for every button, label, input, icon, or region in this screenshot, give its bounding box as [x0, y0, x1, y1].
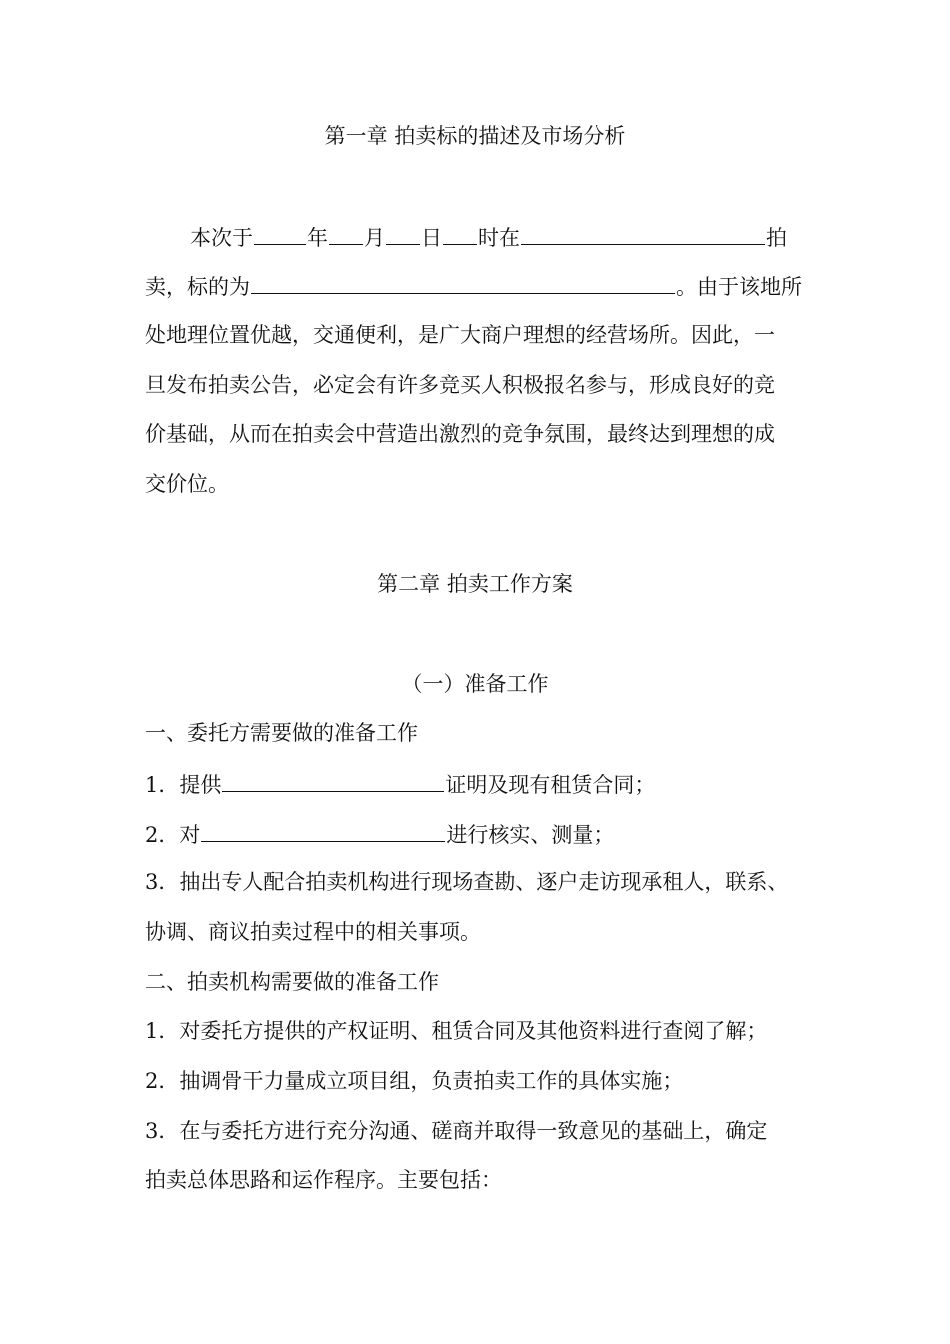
para1-year: 年: [307, 226, 328, 250]
chapter-2-title: 第二章 拍卖工作方案: [377, 572, 573, 596]
client-item-3-line2: 协调、商议拍卖过程中的相关事项。: [145, 920, 481, 944]
para1-day: 日: [421, 226, 442, 250]
para1-month: 月: [364, 226, 385, 250]
para1-hour: 时在: [478, 226, 520, 250]
blank-certificate[interactable]: [222, 765, 444, 792]
client-item-1-a: 1．提供: [145, 773, 222, 797]
para1-line6: 交价位。: [145, 472, 229, 496]
client-item-2-b: 进行核实、测量；: [446, 823, 615, 847]
client-item-2: [145, 815, 805, 851]
client-item-1: [145, 765, 805, 801]
chapter-1-title: 第一章 拍卖标的描述及市场分析: [324, 124, 626, 148]
blank-month[interactable]: [329, 218, 363, 245]
client-item-2-a: 2．对: [145, 823, 201, 847]
para1-text-a: 本次于: [190, 226, 253, 250]
para1-l2-b: 。由于该地所: [676, 275, 802, 299]
blank-day[interactable]: [386, 218, 420, 245]
section-1-title: （一）准备工作: [401, 672, 549, 696]
auction-item-2: 2．抽调骨干力量成立项目组，负责拍卖工作的具体实施；: [145, 1069, 684, 1093]
auction-prep-heading: 二、拍卖机构需要做的准备工作: [145, 970, 439, 994]
auction-item-3-line1: 3．在与委托方进行充分沟通、磋商并取得一致意见的基础上，确定: [145, 1119, 768, 1143]
client-item-1-b: 证明及现有租赁合同；: [445, 773, 656, 797]
blank-hour[interactable]: [443, 218, 477, 245]
para1-line1: [190, 218, 805, 254]
blank-location[interactable]: [521, 218, 765, 245]
auction-item-1: 1．对委托方提供的产权证明、租赁合同及其他资料进行查阅了解；: [145, 1019, 768, 1043]
blank-year[interactable]: [254, 218, 306, 245]
para1-end: 拍: [766, 226, 787, 250]
blank-verify-object[interactable]: [201, 815, 445, 842]
para1-line2: [145, 267, 805, 303]
para1-line4: 旦发布拍卖公告，必定会有许多竞买人积极报名参与，形成良好的竞: [145, 373, 775, 397]
para1-line3: 处地理位置优越，交通便利，是广大商户理想的经营场所。因此，一: [145, 323, 775, 347]
client-item-3-line1: 3．抽出专人配合拍卖机构进行现场查勘、逐户走访现承租人，联系、: [145, 870, 789, 894]
auction-item-3-line2: 拍卖总体思路和运作程序。主要包括：: [145, 1168, 502, 1192]
blank-subject[interactable]: [251, 267, 675, 294]
para1-l2-a: 卖，标的为: [145, 275, 250, 299]
para1-line5: 价基础，从而在拍卖会中营造出激烈的竞争氛围，最终达到理想的成: [145, 422, 775, 446]
client-prep-heading: 一、委托方需要做的准备工作: [145, 721, 418, 745]
